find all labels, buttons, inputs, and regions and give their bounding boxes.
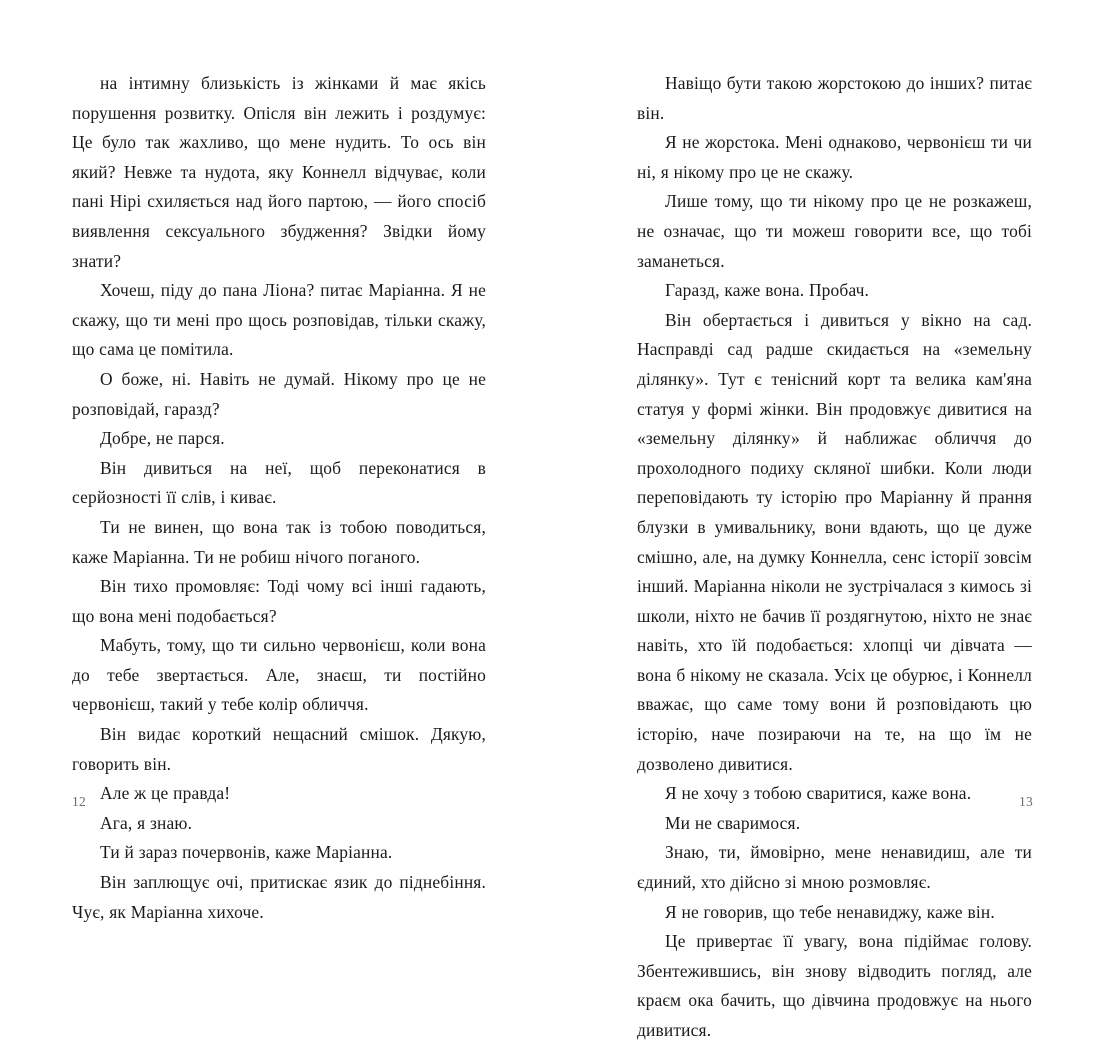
paragraph: на інтимну близькість із жінками й має якісь порушення розвитку. Опісля він лежить і роздумує: Це було так жахливо, що мене нудить. То ось він який? Невже та нудота, яку Коннелл відчуває, коли пані Нірі схиляється над його партою, — його спосіб виявлення сексуального збудження? Звідки йому знати? xyxy=(72,73,486,271)
paragraph: Ми не сваримося. xyxy=(665,812,801,833)
paragraph: Я не говорив, що тебе ненавиджу, каже він. xyxy=(665,901,995,922)
paragraph: Ти й зараз почервонів, каже Маріанна. xyxy=(100,842,393,863)
paragraph: Мабуть, тому, що ти сильно червонієш, коли вона до тебе звертається. Але, знаєш, ти постійно червонієш, такий у тебе колір обличчя. xyxy=(72,635,486,715)
paragraph: Він дивиться на неї, щоб переконатися в серйозності її слів, і киває. xyxy=(72,457,486,508)
paragraph: Ага, я знаю. xyxy=(100,812,193,833)
paragraph: Лише тому, що ти нікому про це не розкажеш, не означає, що ти можеш говорити все, що тобі заманеться. xyxy=(637,191,1032,271)
paragraph: Він видає короткий нещасний смішок. Дякую, говорить він. xyxy=(72,724,486,774)
paragraph: Але ж це правда! xyxy=(100,783,231,804)
page-right xyxy=(552,0,1105,1040)
paragraph: Він заплющує очі, притискає язик до піднебіння. Чує, як Маріанна хихоче. xyxy=(72,872,486,922)
paragraph: Це привертає її увагу, вона підіймає голову. Збентежившись, він знову відводить погляд, але краєм ока бачить, що дівчина продовжує на нього дивитися. xyxy=(637,931,1032,1040)
paragraph: Гаразд, каже вона. Пробач. xyxy=(665,280,870,301)
page-left xyxy=(0,0,552,922)
paragraph: Добре, не парся. xyxy=(100,428,225,449)
paragraph: Знаю, ти, ймовірно, мене ненавидиш, але ти єдиний, хто дійсно зі мною розмовляє. xyxy=(637,842,1032,893)
paragraph: Ти не винен, що вона так із тобою поводиться, каже Маріанна. Ти не робиш нічого поганого. xyxy=(72,516,486,567)
paragraph: Він обертається і дивиться у вікно на сад. Насправді сад радше скидається на «земельну ділянку». Тут є тенісний корт та велика кам'яна статуя у формі жінки. Він продовжує дивитися на «земельну ділянку» й наближає обличчя до прохолодного подиху скляної шибки. Коли люди переповідають ту історію про Маріанну й прання блузки в умивальнику, вони вдають, що це дуже смішно, але, на думку Коннелла, сенс історії зовсім інший. Маріанна ніколи не зустрічалася з кимось зі школи, ніхто не бачив її роздягнутою, ніхто не знає навіть, хто їй подобається: хлопці чи дівчата — вона б нікому не сказала. Усіх це обурює, і Коннелл вважає, що саме тому вони й розповідають цю історію, наче позираючи на те, на що їм не дозволено дивитися. xyxy=(637,309,1032,774)
page-right-text-block xyxy=(637,69,1032,1046)
paragraph: Я не жорстока. Мені однаково, червонієш ти чи ні, я нікому про це не скажу. xyxy=(637,132,1032,182)
paragraph: Він тихо промовляє: Тоді чому всі інші гадають, що вона мені подобається? xyxy=(72,576,486,626)
paragraph: Я не хочу з тобою сваритися, каже вона. xyxy=(665,783,972,804)
paragraph: Хочеш, піду до пана Ліона? питає Маріанна. Я не скажу, що ти мені про щось розповідав, тільки скажу, що сама це помітила. xyxy=(72,280,486,360)
paragraph: Навіщо бути такою жорстокою до інших? питає він. xyxy=(637,73,1032,123)
page-number-right: 13 xyxy=(1018,793,1033,809)
page-number-left: 12 xyxy=(72,793,87,809)
paragraph: О боже, ні. Навіть не думай. Нікому про це не розповідай, гаразд? xyxy=(72,368,486,419)
page-left-text-block xyxy=(72,69,486,927)
